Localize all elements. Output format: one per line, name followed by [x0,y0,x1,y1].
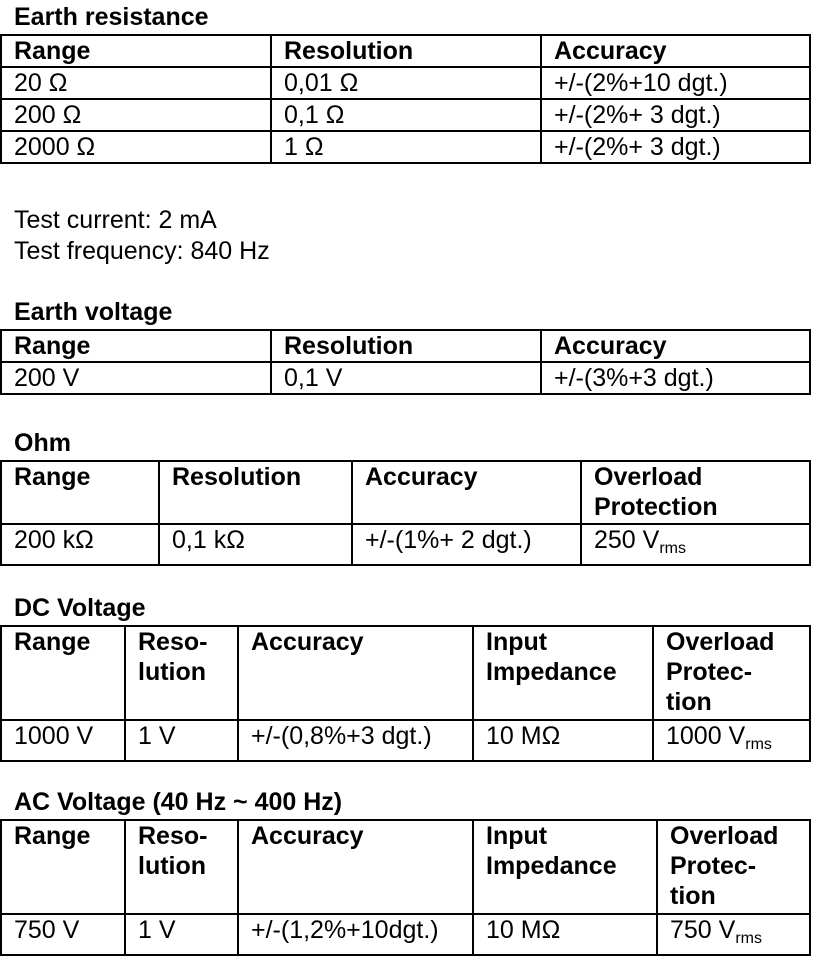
cell-resolution: 0,1 kΩ [159,524,352,565]
cell-accuracy: +/-(1,2%+10dgt.) [238,914,473,955]
header-line: Reso- [138,628,208,656]
cell-accuracy: +/-(1%+ 2 dgt.) [352,524,581,565]
cell-range: 750 V [1,914,125,955]
test-current-note: Test current: 2 mA [14,206,217,234]
table-row [1,720,810,761]
cell-overload-protection [653,720,810,761]
col-header-range: Range [1,626,125,720]
ac-voltage-title: AC Voltage (40 Hz ~ 400 Hz) [14,788,343,816]
header-line: Impedance [486,852,617,880]
header-line: Input [486,628,548,656]
header-line: Overload [670,822,779,850]
earth-voltage-table [0,329,811,395]
table-row [1,524,810,565]
dc-voltage-table [0,625,811,762]
col-header-overload-protection [653,626,810,720]
header-line: Protec- [670,852,757,880]
table-header-row [1,330,810,362]
col-header-resolution: Resolution [159,461,352,524]
cell-accuracy: +/-(0,8%+3 dgt.) [238,720,473,761]
header-line: Input [486,822,548,850]
header-line: Reso- [138,822,208,850]
value-text: 750 V [670,916,736,944]
col-header-resolution [125,626,238,720]
col-header-accuracy: Accuracy [238,626,473,720]
cell-resolution: 0,01 Ω [271,67,541,99]
ohm-title: Ohm [14,429,71,457]
col-header-accuracy: Accuracy [541,35,810,67]
table-header-row [1,820,810,914]
earth-voltage-title: Earth voltage [14,298,173,326]
table-header-row [1,35,810,67]
col-header-input-impedance [473,820,657,914]
table-row [1,99,810,131]
header-line: Overload [666,628,775,656]
cell-input-impedance: 10 MΩ [473,720,653,761]
cell-overload-protection [657,914,810,955]
col-header-accuracy: Accuracy [541,330,810,362]
cell-accuracy: +/-(2%+ 3 dgt.) [541,131,810,163]
test-frequency-note: Test frequency: 840 Hz [14,237,270,265]
cell-range: 20 Ω [1,67,271,99]
table-row [1,914,810,955]
cell-accuracy: +/-(2%+ 3 dgt.) [541,99,810,131]
col-header-input-impedance [473,626,653,720]
header-line: Impedance [486,658,617,686]
cell-resolution: 0,1 V [271,362,541,394]
cell-accuracy: +/-(3%+3 dgt.) [541,362,810,394]
col-header-range: Range [1,35,271,67]
earth-resistance-title: Earth resistance [14,3,209,31]
cell-resolution: 0,1 Ω [271,99,541,131]
header-line: lution [138,852,207,880]
cell-range: 200 Ω [1,99,271,131]
table-header-row [1,626,810,720]
table-header-row [1,461,810,524]
header-line: Protection [594,493,718,521]
header-line: Protec- [666,658,753,686]
col-header-overload-protection [581,461,810,524]
table-row [1,362,810,394]
ohm-table [0,460,811,566]
col-header-resolution: Resolution [271,330,541,362]
cell-range: 200 V [1,362,271,394]
dc-voltage-title: DC Voltage [14,594,146,622]
value-text: 1000 V [666,722,746,750]
earth-resistance-table [0,34,811,164]
cell-accuracy: +/-(2%+10 dgt.) [541,67,810,99]
header-line: tion [666,688,712,716]
col-header-range: Range [1,461,159,524]
header-line: tion [670,882,716,910]
value-text: 250 V [594,526,660,554]
rms-subscript: rms [659,540,686,557]
header-line: Overload [594,463,703,491]
rms-subscript: rms [745,736,772,753]
col-header-range: Range [1,330,271,362]
cell-resolution: 1 V [125,914,238,955]
col-header-accuracy: Accuracy [238,820,473,914]
cell-range: 200 kΩ [1,524,159,565]
ac-voltage-table [0,819,811,956]
cell-range: 1000 V [1,720,125,761]
cell-range: 2000 Ω [1,131,271,163]
col-header-resolution: Resolution [271,35,541,67]
col-header-overload-protection [657,820,810,914]
cell-resolution: 1 Ω [271,131,541,163]
col-header-resolution [125,820,238,914]
table-row [1,67,810,99]
cell-input-impedance: 10 MΩ [473,914,657,955]
cell-resolution: 1 V [125,720,238,761]
cell-overload-protection [581,524,810,565]
table-row [1,131,810,163]
col-header-range: Range [1,820,125,914]
rms-subscript: rms [735,930,762,947]
col-header-accuracy: Accuracy [352,461,581,524]
header-line: lution [138,658,207,686]
